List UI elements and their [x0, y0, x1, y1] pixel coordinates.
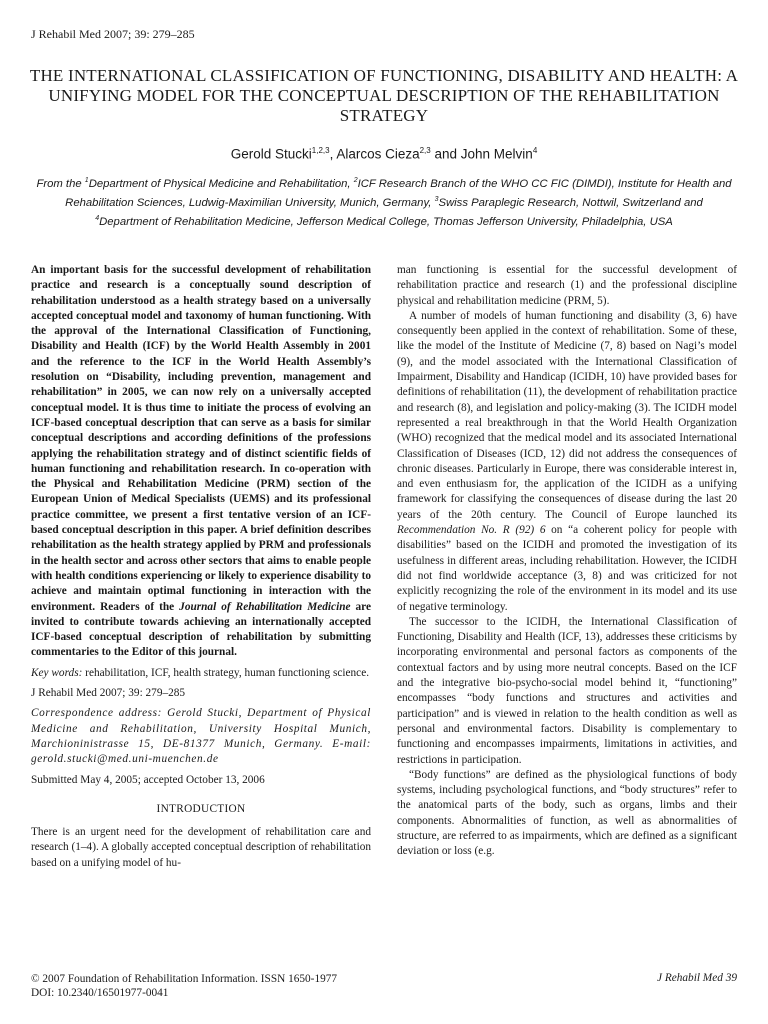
body-paragraph: [397, 309, 737, 615]
affiliation-text: From the: [36, 177, 85, 190]
affiliation-mark: 4: [95, 214, 100, 222]
correspondence-address: Correspondence address: Gerold Stucki, Department of Physical Medicine and Rehabilitation, University Hospital Munich, Marchioninistrasse 15, DE-81377 Munich, Germany. E-mail: gerold.stucki@med.uni-muenchen.de: [31, 707, 371, 766]
affiliation-text: Department of Rehabilitation Medicine, Jefferson Medical College, Thomas Jefferson University, Philadelphia, USA: [99, 215, 673, 228]
doi-line: DOI: 10.2340/16501977-0041: [31, 987, 169, 999]
article-title: THE INTERNATIONAL CLASSIFICATION OF FUNCTIONING, DISABILITY AND HEALTH: A UNIFYING MODEL FOR THE CONCEPTUAL DESCRIPTION OF THE REHABILITATION STRATEGY: [29, 66, 739, 125]
affiliation-text: Department of Physical Medicine and Rehabilitation,: [88, 177, 354, 190]
author-affiliation-mark: 2,3: [419, 146, 431, 155]
affiliation-text: Swiss Paraplegic Research, Nottwil, Switzerland and: [438, 196, 703, 209]
keywords-label: Key words:: [31, 666, 83, 679]
affiliations: [36, 173, 732, 229]
body-paragraph: man functioning is essential for the successful development of rehabilitation practice and research (1) and the professional discipline physical and rehabilitation medicine (PRM, 5).: [397, 264, 737, 307]
author-name: Alarcos Cieza: [336, 146, 420, 162]
body-paragraph: The successor to the ICIDH, the International Classification of Functioning, Disability and Health (ICF, 13), addresses these criticisms by incorporating environmental and personal factors as components of the contextual factors and by using more neutral concepts. Based on the ICF and the integrative bio-psycho-social model behind it, “functioning” encompasses “body functions and structures and activities and participation” and is viewed in relation to the health condition as well as personal and environmental factors. Disability is complementary to functioning and encompasses impairments, limitations in activities, and restrictions in participation.: [397, 615, 737, 766]
left-column: [31, 263, 371, 871]
affiliation-text: ICF Research Branch of the WHO CC FIC (DIMDI), Institute for Health and Rehabilitation Sciences, Ludwig-Maximilian University, Munich, Germany,: [65, 177, 732, 209]
copyright-line: © 2007 Foundation of Rehabilitation Information. ISSN 1650-1977: [31, 973, 338, 985]
body-paragraph: “Body functions” are defined as the physiological functions of body systems, including psychological functions, and “body structures” refer to the anatomical parts of the body, such as organs, limbs and their components. Abnormalities of function, as well as abnormalities of structure, are referred to as impairments, which are defined as a significant deviation or loss (e.g.: [397, 768, 737, 858]
author-name: John Melvin: [460, 146, 533, 162]
right-column: [397, 263, 737, 860]
abstract-text: are invited to contribute towards achieving an internationally accepted ICF-based conceptual description of rehabilitation by submitting commentaries to the Editor of this journal.: [31, 600, 372, 659]
abstract: [31, 263, 371, 661]
body-paragraph: There is an urgent need for the development of rehabilitation care and research (1–4). A globally accepted conceptual description of rehabilitation based on a unifying model of hu-: [31, 826, 371, 869]
keywords: [31, 666, 371, 681]
paragraph-text: on “a coherent policy for people with disabilities” based on the ICIDH and promoted the investigation of its usefulness in different areas, including rehabilitation. However, the ICIDH did not find worldwide acceptance (3, 8) and was criticized for not explicitly recognizing the role of the environment in its model and its use of negative terminology.: [397, 524, 737, 613]
journal-name: Journal of Rehabilitation Medicine: [179, 600, 351, 613]
section-heading-introduction: INTRODUCTION: [156, 802, 246, 815]
abstract-text: An important basis for the successful development of rehabilitation practice and research is a conceptually sound description of rehabilitation understood as a health strategy based on a universally accepted conceptual model and taxonomy of human functioning. With the approval of the International Classification of Functioning, Disability and Health (ICF) by the World Health Assembly in 2001 and the reference to the ICF in the World Health Assembly’s resolution on “Disability, including prevention, management and rehabilitation” in 2005, we can now rely on a universally accepted conceptual model. It is thus time to initiate the process of evolving an ICF-based conceptual description that can serve as a basis for similar conceptual descriptions and according definitions of the professions applying the rehabilitation strategy and of distinct scientific fields of human functioning and rehabilitation research. In co-operation with the Physical and Rehabilitation Medicine (PRM) section of the European Union of Medical Specialists (UEMS) and its professional practice committee, we present a first tentative version of an ICF-based conceptual description in this paper. A brief definition describes rehabilitation as the health strategy applied by PRM and professionals in the health sector and across other sectors that aims to enable people with health conditions experiencing or likely to experience disability to achieve and maintain optimal functioning in interaction with the environment. Readers of the: [31, 264, 371, 613]
footer-journal: J Rehabil Med 39: [657, 972, 737, 984]
affiliation-mark: 1: [84, 177, 89, 184]
recommendation-title: Recommendation No. R (92) 6: [397, 524, 546, 537]
author-separator: and: [430, 146, 461, 162]
author-affiliation-mark: 4: [532, 146, 538, 155]
submission-dates: Submitted May 4, 2005; accepted October 13, 2006: [31, 773, 265, 786]
affiliation-mark: 2: [353, 177, 358, 184]
keywords-text: rehabilitation, ICF, health strategy, human functioning science.: [82, 666, 370, 679]
page-footer: [31, 972, 337, 1000]
paragraph-text: A number of models of human functioning and disability (3, 6) have consequently been applied in the context of rehabilitation. Some of these, like the model of the Institute of Medicine (7, 8) based on Nagi’s model (9), and the model associated with the International Classification of Impairment, Disability and Handicap (ICIDH, 10) have provided bases for definitions of rehabilitation (11), the development of rehabilitation practice and research (8), and legislation and policy-making (3). The ICIDH model represented a real breakthrough in that the World Health Organization (WHO) recognized that the medical model and its associated International Classification of Diseases (ICD, 12) did not address the consequences of chronic diseases. Particularly in Europe, there was considerable interest in, and even enthusiasm for, the application of the ICIDH as a unifying framework for classifying the consequences of disease during the last 20 years of the 20th century. The Council of Europe launched its: [397, 309, 737, 521]
affiliation-mark: 3: [434, 195, 439, 203]
author-separator: ,: [329, 146, 337, 162]
running-head: J Rehabil Med 2007; 39: 279–285: [31, 27, 195, 41]
citation: J Rehabil Med 2007; 39: 279–285: [31, 687, 186, 700]
author-line: [20, 146, 748, 162]
author-affiliation-mark: 1,2,3: [311, 146, 330, 155]
author-name: Gerold Stucki: [230, 146, 312, 162]
